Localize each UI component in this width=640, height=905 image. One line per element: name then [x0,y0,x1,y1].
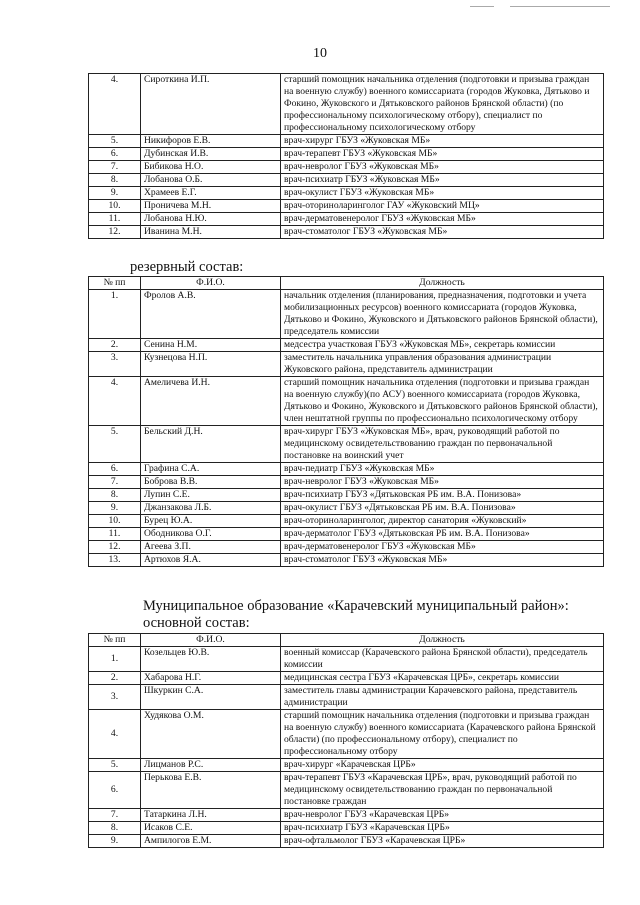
table-row [89,835,604,848]
person-name: Фролов А.В. [141,290,281,339]
col-header-number: № пп [89,277,141,290]
row-number: 6. [89,148,141,161]
person-position: старший помощник начальника отделения (подготовки и призыва граждан на военную службу) военного комиссариата (городов Жуковка, Дятьково и Фокино, Жуковского и Дятьковского районов Брянской области) (по профессиональному психологическому отбору), специалист по профессиональному психологическому отбору [281,74,604,135]
person-name: Бельский Д.Н. [141,426,281,463]
table-row [89,200,604,213]
page-number: 10 [313,46,327,61]
table-row [89,339,604,352]
person-position: врач-хирург «Карачевская ЦРБ» [281,759,604,772]
table-row [89,377,604,426]
row-number: 5. [89,426,141,463]
person-position: врач-офтальмолог ГБУЗ «Карачевская ЦРБ» [281,835,604,848]
person-position: врач-психиатр ГБУЗ «Карачевская ЦРБ» [281,822,604,835]
table-row [89,647,604,672]
person-name: Кузнецова Н.П. [141,352,281,377]
person-position: врач-дерматолог ГБУЗ «Дятьковская РБ им. В.А. Понизова» [281,528,604,541]
row-number: 9. [89,502,141,515]
row-number: 13. [89,554,141,567]
col-header-name: Ф.И.О. [141,634,281,647]
row-number: 4. [89,377,141,426]
table-row [89,772,604,809]
person-name: Проничева М.Н. [141,200,281,213]
row-number: 7. [89,809,141,822]
table-row [89,685,604,710]
table-row [89,541,604,554]
table-row [89,148,604,161]
table-row [89,809,604,822]
reserve-composition-table [88,276,604,567]
person-position: врач-невролог ГБУЗ «Жуковская МБ» [281,476,604,489]
table-row [89,672,604,685]
reserve-heading: резервный состав: [130,259,244,275]
table-row [89,759,604,772]
person-position: врач-дерматовенеролог ГБУЗ «Жуковская МБ» [281,541,604,554]
person-position: врач-педиатр ГБУЗ «Жуковская МБ» [281,463,604,476]
person-name: Лобанова О.Б. [141,174,281,187]
table-row [89,554,604,567]
table-row [89,710,604,759]
person-name: Ампилогов Е.М. [141,835,281,848]
person-name: Боброва В.В. [141,476,281,489]
person-name: Никифоров Е.В. [141,135,281,148]
table-row [89,213,604,226]
person-name: Графина С.А. [141,463,281,476]
table-row [89,489,604,502]
row-number: 5. [89,135,141,148]
person-position: врач-оториноларинголог ГАУ «Жуковский МЦ» [281,200,604,213]
row-number: 6. [89,772,141,809]
person-name: Сироткина И.П. [141,74,281,135]
person-name: Худякова О.М. [141,710,281,759]
table-row [89,463,604,476]
table-row [89,515,604,528]
row-number: 10. [89,515,141,528]
main-composition-heading: основной состав: [143,615,250,631]
table-row [89,187,604,200]
person-position: врач-окулист ГБУЗ «Жуковская МБ» [281,187,604,200]
person-position: врач-терапевт ГБУЗ «Карачевская ЦРБ», врач, руководящий работой по медицинскому освидетельствованию граждан по первоначальной постановке граждан [281,772,604,809]
row-number: 1. [89,647,141,672]
row-number: 3. [89,685,141,710]
table-row [89,822,604,835]
col-header-number: № пп [89,634,141,647]
row-number: 10. [89,200,141,213]
col-header-position: Должность [281,277,604,290]
person-name: Агеева З.П. [141,541,281,554]
row-number: 2. [89,672,141,685]
person-name: Бурец Ю.А. [141,515,281,528]
row-number: 8. [89,489,141,502]
table-row [89,226,604,239]
person-name: Лупин С.Е. [141,489,281,502]
person-position: военный комиссар (Карачевского района Брянской области), председатель комиссии [281,647,604,672]
main-composition-table-continued [88,73,604,239]
row-number: 4. [89,710,141,759]
person-position: врач-дерматовенеролог ГБУЗ «Жуковская МБ» [281,213,604,226]
row-number: 7. [89,476,141,489]
col-header-name: Ф.И.О. [141,277,281,290]
person-name: Хабарова Н.Г. [141,672,281,685]
person-name: Амеличева И.Н. [141,377,281,426]
row-number: 5. [89,759,141,772]
table-row [89,502,604,515]
table-row [89,290,604,339]
row-number: 7. [89,161,141,174]
row-number: 3. [89,352,141,377]
person-name: Дубинская И.В. [141,148,281,161]
karachev-main-composition-table [88,633,604,848]
person-position: врач-хирург ГБУЗ «Жуковская МБ», врач, руководящий работой по медицинскому освидетельствованию граждан по первоначальной постановке на воинский учет [281,426,604,463]
top-edge-line [470,6,494,7]
person-name: Иванина М.Н. [141,226,281,239]
person-name: Исаков С.Е. [141,822,281,835]
person-position: начальник отделения (планирования, предназначения, подготовки и учета мобилизационных ресурсов) военного комиссариата (городов Жуковка, Дятьково и Фокино, Жуковского и Дятьковского районов Брянской области), председатель комиссии [281,290,604,339]
table-row [89,476,604,489]
person-position: врач-стоматолог ГБУЗ «Жуковская МБ» [281,554,604,567]
person-position: врач-психиатр ГБУЗ «Дятьковская РБ им. В.А. Понизова» [281,489,604,502]
row-number: 1. [89,290,141,339]
row-number: 6. [89,463,141,476]
person-name: Храмеев Е.Г. [141,187,281,200]
row-number: 11. [89,528,141,541]
person-position: врач-хирург ГБУЗ «Жуковская МБ» [281,135,604,148]
table-row [89,161,604,174]
person-position: заместитель главы администрации Карачевского района, представитель администрации [281,685,604,710]
person-position: врач-терапевт ГБУЗ «Жуковская МБ» [281,148,604,161]
person-position: заместитель начальника управления образования администрации Жуковского района, представитель администрации [281,352,604,377]
person-position: врач-невролог ГБУЗ «Жуковская МБ» [281,161,604,174]
table-row [89,174,604,187]
row-number: 12. [89,541,141,554]
person-name: Сенина Н.М. [141,339,281,352]
person-position: старший помощник начальника отделения (подготовки и призыва граждан на военную службу) военного комиссариата (Карачевского района Брянской области) (по профессиональному отбору), специалист по профессиональному отбору [281,710,604,759]
person-position: врач-стоматолог ГБУЗ «Жуковская МБ» [281,226,604,239]
row-number: 11. [89,213,141,226]
row-number: 8. [89,822,141,835]
person-position: старший помощник начальника отделения (подготовки и призыва граждан на военную службу)(по АСУ) военного комиссариата (городов Жуковка, Дятьково и Фокино, Жуковского и Дятьковского районов Брянской области), член нештатной группы по профессионально психологическому отбору [281,377,604,426]
person-position: медицинская сестра ГБУЗ «Карачевская ЦРБ», секретарь комиссии [281,672,604,685]
person-position: врач-оториноларинголог, директор санатория «Жуковский» [281,515,604,528]
person-position: врач-невролог ГБУЗ «Карачевская ЦРБ» [281,809,604,822]
person-name: Татаркина Л.Н. [141,809,281,822]
row-number: 2. [89,339,141,352]
table-row [89,426,604,463]
municipality-heading: Муниципальное образование «Карачевский муниципальный район»: [143,598,569,614]
person-position: врач-психиатр ГБУЗ «Жуковская МБ» [281,174,604,187]
person-name: Артюхов Я.А. [141,554,281,567]
table-row [89,352,604,377]
col-header-position: Должность [281,634,604,647]
person-name: Ободникова О.Г. [141,528,281,541]
person-name: Лицманов Р.С. [141,759,281,772]
row-number: 12. [89,226,141,239]
person-name: Джанзакова Л.Б. [141,502,281,515]
top-edge-line [510,6,610,7]
person-name: Шкуркин С.А. [141,685,281,710]
person-name: Перькова Е.В. [141,772,281,809]
row-number: 8. [89,174,141,187]
table-row [89,528,604,541]
table-row [89,135,604,148]
person-position: медсестра участковая ГБУЗ «Жуковская МБ», секретарь комиссии [281,339,604,352]
person-position: врач-окулист ГБУЗ «Дятьковская РБ им. В.А. Понизова» [281,502,604,515]
person-name: Бибикова Н.О. [141,161,281,174]
person-name: Лобанова Н.Ю. [141,213,281,226]
row-number: 9. [89,835,141,848]
row-number: 9. [89,187,141,200]
table-row [89,74,604,135]
person-name: Козельцев Ю.В. [141,647,281,672]
row-number: 4. [89,74,141,135]
